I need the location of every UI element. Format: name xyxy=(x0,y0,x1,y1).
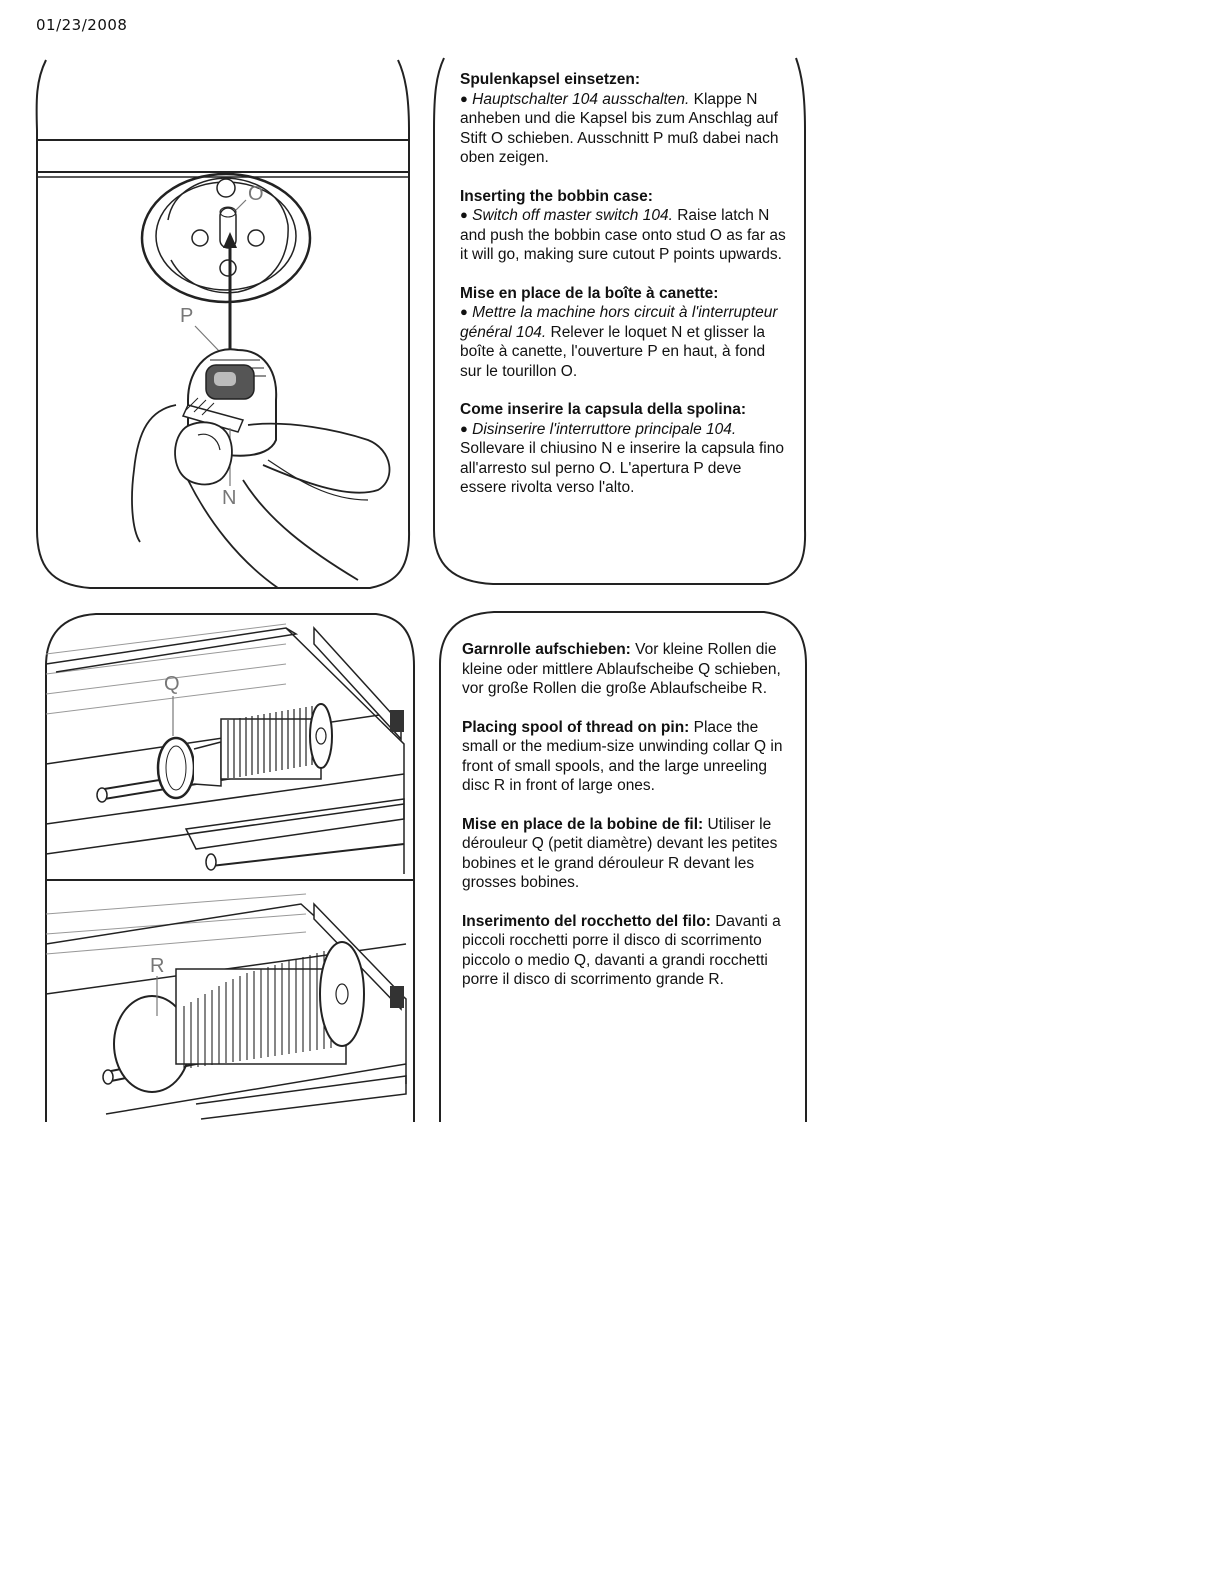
instruction-italian-body: Sollevare il chiusino N e inserire la capsula fino all'arresto sul perno O. L'apertura P deve essere rivolta verso l'alto. xyxy=(460,440,784,496)
section-german: Spulenkapsel einsetzen: ● Hauptschalter 104 ausschalten. Klappe N anheben und die Kapsel bis zum Anschlag auf Stift O schieben. Ausschnitt P muß dabei nach oben zeigen. xyxy=(460,70,790,168)
bobbin-instructions xyxy=(460,70,790,517)
label-n: N xyxy=(222,487,237,509)
instruction-english-italic: Switch off master switch 104. xyxy=(472,207,673,224)
section-french: Mise en place de la boîte à canette: ● Mettre la machine hors circuit à l'interrupteur général 104. Relever le loquet N et glisser la boîte à canette, l'ouverture P en haut, à fond sur le tourillon O. xyxy=(460,284,790,382)
instruction2-french-body: Utiliser le dérouleur Q (petit diamètre) devant les petites bobines et le grand dérouleur R devant les grosses bobines. xyxy=(462,815,778,891)
label-o: O xyxy=(248,183,264,205)
section2-italian xyxy=(462,912,790,990)
label-r: R xyxy=(150,955,165,977)
label-q: Q xyxy=(164,673,180,695)
section2-german xyxy=(462,640,790,699)
instruction-italian-italic: Disinserire l'interruttore principale 104. xyxy=(472,420,737,438)
heading2-italian: Inserimento del rocchetto del filo: xyxy=(462,912,711,930)
section-italian: Come inserire la capsula della spolina: ● Disinserire l'interruttore principale 104. Sollevare il chiusino N e inserire la capsula fino all'arresto sul perno O. L'apertura P deve essere rivolta verso l'alto. xyxy=(460,400,790,498)
section-english: Inserting the bobbin case: ● Switch off master switch 104. Raise latch N and push the bobbin case onto stud O as far as it will go, making sure cutout P points upwards. xyxy=(460,187,790,265)
heading2-english: Placing spool of thread on pin: xyxy=(462,718,690,736)
instruction-english-body: Raise latch N and push the bobbin case onto stud O as far as it will go, making sure cutout P points upwards. xyxy=(460,207,786,263)
page-date: 01/23/2008 xyxy=(36,16,128,34)
section2-french xyxy=(462,815,790,893)
instruction-german-body: Klappe N anheben und die Kapsel bis zum Anschlag auf Stift O schieben. Ausschnitt P muß dabei nach oben zeigen. xyxy=(460,90,779,166)
section2-english xyxy=(462,718,790,796)
heading2-french: Mise en place de la bobine de fil: xyxy=(462,815,704,833)
instruction2-english-body: Place the small or the medium-size unwinding collar Q in front of small spools, and the large unreeling disc R in front of large ones. xyxy=(462,718,783,794)
instruction-french-italic: Mettre la machine hors circuit à l'interrupteur général 104. xyxy=(460,304,778,341)
label-p: P xyxy=(180,305,194,327)
heading-italian: Come inserire la capsula della spolina: xyxy=(460,401,746,418)
instruction2-italian-body: Davanti a piccoli rocchetti porre il disco di scorrimento piccolo o medio Q, davanti a grandi rocchetti porre il disco di scorrimento grande R. xyxy=(462,912,781,988)
spool-illustration xyxy=(46,614,414,1122)
bobbin-case-illustration xyxy=(38,60,408,590)
heading-french: Mise en place de la boîte à canette: xyxy=(460,284,719,302)
instruction2-german-body: Vor kleine Rollen die kleine oder mittlere Ablaufscheibe Q schieben, vor große Rollen die große Ablaufscheibe R. xyxy=(462,641,781,697)
spool-instructions xyxy=(462,640,790,1009)
instruction-german-italic: Hauptschalter 104 ausschalten. xyxy=(472,90,690,108)
heading-german: Spulenkapsel einsetzen: xyxy=(460,71,641,88)
instruction-french-body: Relever le loquet N et glisser la boîte à canette, l'ouverture P en haut, à fond sur le tourillon O. xyxy=(460,323,766,380)
heading-english: Inserting the bobbin case: xyxy=(460,187,653,205)
heading2-german: Garnrolle aufschieben: xyxy=(462,641,631,658)
